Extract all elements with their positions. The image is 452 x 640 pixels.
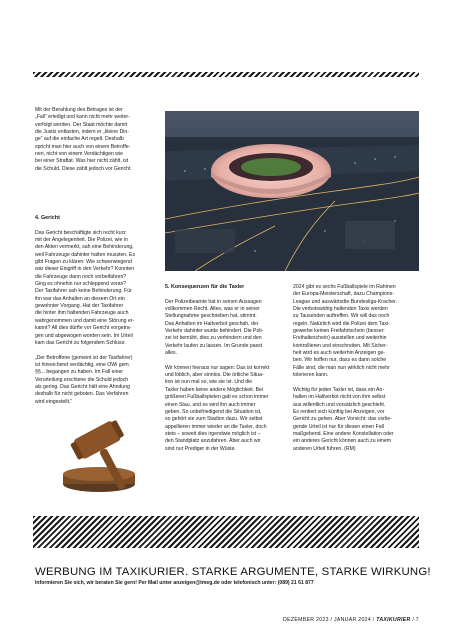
- paragraph-gericht-1: Das Gericht beschäftigte sich recht kurz mit der Angelegenheit. Die Polizei, wie in den Akten vermerkt, sah eine Behinderung, weil Fahrzeuge dahinter halten mussten. Es gibt Fragen zu klären: Wie schwerwiegend war dieser Eingriff in den Verkehr? Konnten die Fahrzeuge dann noch vorbeifahren? Ging es ohnehin nur schleppend voran? Der Taxifahrer sah keine Behinderung. Für ihn war das Anhalten an diesem Ort ein gewohnter Vorgang. Hat der Taxifahrer die hinter ihm haltenden Fahrzeuge auch wahrgenommen und damit eine Störung er- kannt? All dies dürfte vor Gericht vorgetra- gen und abgewogen worden sein. Im Urteil kam das Gericht zu folgendem Schluss:: [35, 229, 136, 346]
- footer-page-number: / 7: [412, 617, 419, 623]
- ad-subline: [35, 580, 425, 586]
- hatch-divider-top: [33, 72, 419, 77]
- gavel-image: [55, 404, 150, 494]
- ad-headline: WERBUNG IM TAXIKURIER. STARKE ARGUMENTE, STARKE WIRKUNG!: [35, 566, 431, 578]
- ad-subline-text: Informieren Sie sich, wir beraten Sie gern! Per Mail unter anzeigen@tmeg.de oder telefonisch unter: (089) 21 61 877: [35, 580, 314, 586]
- stadium-photo: [165, 111, 419, 271]
- paragraph-gericht-quote: „Der Betroffene (gemeint ist der Taxifahrer) ist hinreichend verdächtig, eine OWi gem. §§... begangen zu haben. Im Fall einer Verurteilung erschiene die Schuld jedoch als gering. Das Gericht hält eine Ahndung deshalb für nicht geboten. Das Verfahren wird eingestellt.“: [35, 354, 133, 405]
- footer-brand: TAXIKURIER: [376, 617, 411, 623]
- paragraph-right-2: Wichtig für jeden Taxler ist, dass ein An- halten im Haltverbot nicht von ihm selbst aus willentlich und vorsätzlich geschieht. Es rentiert sich künftig bei Anzeigen, vor Gericht zu gehen. Aber Vorsicht: das vorlie- gende Urteil ist nur für diesen einen Fall maßgebend. Eine andere Konstellation oder ein anderes Gericht können auch zu einem anderen Urteil führen. (RM): [293, 386, 394, 452]
- footer-date: DEZEMBER 2023 / JANUAR 2024 /: [283, 617, 375, 623]
- section-heading-gericht: 4. Gericht: [35, 215, 60, 221]
- column-right: [293, 284, 417, 460]
- paragraph-intro: Mit der Berahlung des Betrages ist der „Fall“ erledigt und kann nicht mehr weiter- verfolgt werden. Der Staat möchte damit die Justiz entlasten, indem er „kleine Din- ge“ auf die einfache Art regelt. Deshalb spricht man hier auch von einem Betroffe- nen, nicht von einem Verdächtigen wie bei einer Straftat. Was hier nicht zählt, ist die Schuld. Diese zählt jedoch vor Gericht.: [35, 107, 132, 172]
- section-heading-konsequenzen: 5. Konsequenzen für die Taxler: [165, 284, 245, 290]
- section-konsequenzen: [165, 284, 283, 460]
- hatch-divider-bottom: [33, 516, 419, 548]
- paragraph-konsequenzen-2: Wir können hieraus nur sagen: Das ist korrekt und löblich, aber sinnlos. Die örtliche Situa- tion ist nun mal so, wie sie ist. Und die Taxler haben keine andere Möglichkeit. Bei größeren Fußballspielen gab es schon immer einen Stau, und es wird ihn auch immer geben. So unbefriedigend die Situation ist, so gehört sie zum Stadion dazu. Wir selbst appellieren immer wieder an die Taxler, doch stets – soweit dies irgendwie möglich ist – den Standplatz anzufahren. Aber auch wir sind nur Prediger in der Wüste.: [165, 364, 270, 452]
- page-footer: [283, 617, 419, 623]
- section-gericht: [35, 215, 153, 413]
- paragraph-right-1: 2024 gibt es sechs Fußballspiele im Rahmen der Europa-Meisterschaft, dazu Champions- League und auswärtsdte Bundesliga-Kracher. Die verbotswidrig haltenden Taxis werden zu Tausenden auftreffen. Wir will das noch regeln. Natürlich wird die Polizei dem Taxi- gewerbe keinen Freifahrtschein (besser: Freihaltescheín) ausstellen und weiterhin kontrollieren und einschreiten. Mit Sicher- heit wird es auch weiterhin Anzeigen ge- ben. Wir hoffen nur, dass es dann solche Fälle sind, die man nun wirklich nicht mehr tolerieren kann.: [293, 284, 398, 379]
- paragraph-konsequenzen-1: Der Polizeibeamte hat in seinen Aussagen vollkommen Recht. Alles, was er in seiner Stellungnahme geschrieben hat, stimmt. Das Anhalten im Haltverbot geschah, der Verkehr dahinter wurde behindert. Die Poli- zei ist bemüht, dies zu verhindern und den Verkehr laufen zu lassen. Im Grunde passt alles.: [165, 298, 264, 357]
- column-left-intro: [35, 107, 153, 180]
